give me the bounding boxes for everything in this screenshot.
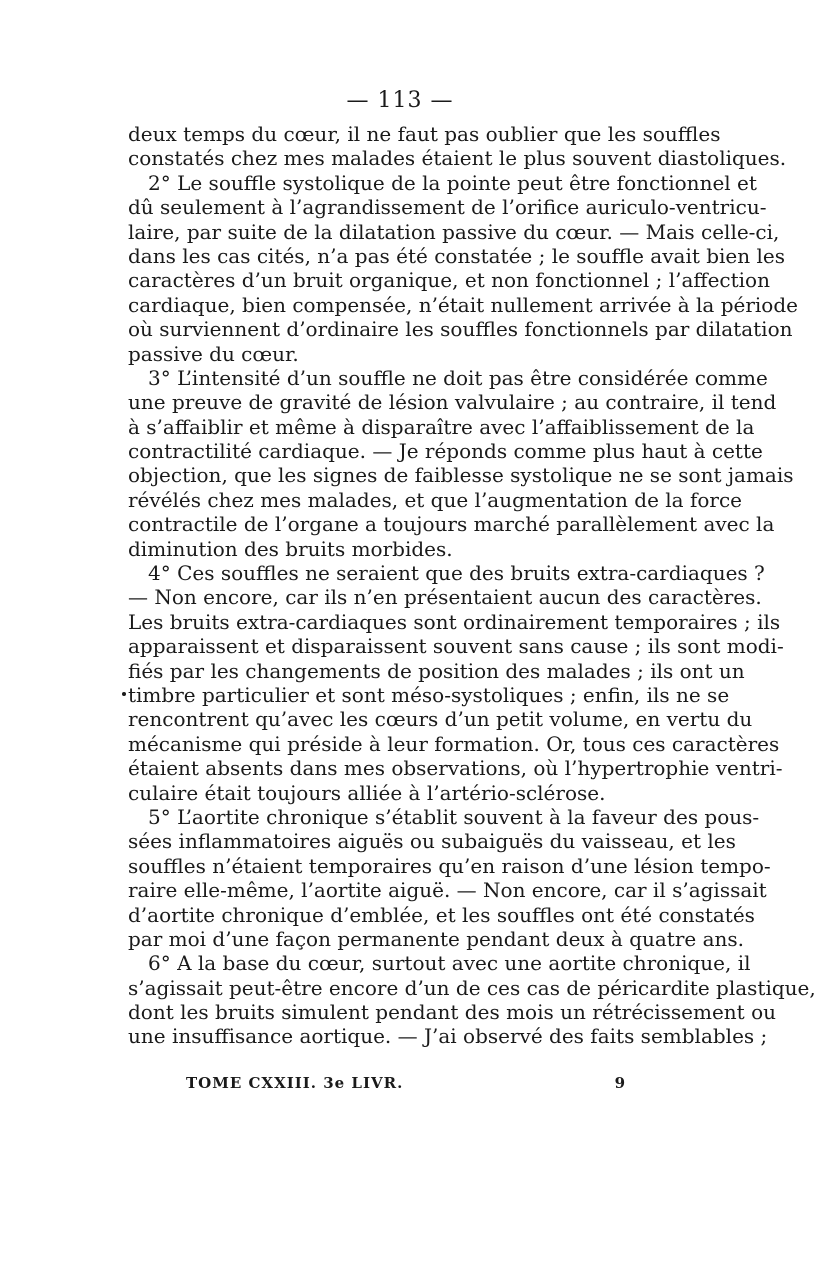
text-line: étaient absents dans mes observations, où l’hypertrophie ventri- xyxy=(128,756,783,781)
signature-number: 9 xyxy=(614,1074,626,1092)
text-line: objection, que les signes de faiblesse systolique ne se sont jamais xyxy=(128,463,794,488)
text-line: sées inflammatoires aiguës ou subaiguës du vaisseau, et les xyxy=(128,829,736,854)
text-line: cardiaque, bien compensée, n’était nullement arrivée à la période xyxy=(128,292,798,317)
text-line: fiés par les changements de position des malades ; ils ont un xyxy=(128,658,745,683)
text-line: dans les cas cités, n’a pas été constatée ; le souffle avait bien les xyxy=(128,243,786,268)
text-line: 2° Le souffle systolique de la pointe peut être fonctionnel et xyxy=(148,170,757,195)
text-line: laire, par suite de la dilatation passive du cœur. — Mais celle-ci, xyxy=(128,219,780,244)
text-line: par moi d’une façon permanente pendant deux à quatre ans. xyxy=(128,926,745,951)
text-line: — Non encore, car ils n’en présentaient aucun des caractères. xyxy=(128,585,762,610)
text-line: d’aortite chronique d’emblée, et les souffles ont été constatés xyxy=(128,902,755,927)
text-line: Les bruits extra-cardiaques sont ordinairement temporaires ; ils xyxy=(128,609,781,634)
text-line: raire elle-même, l’aortite aiguë. — Non encore, car il s’agissait xyxy=(128,878,767,903)
text-line: 4° Ces souffles ne seraient que des bruits extra-cardiaques ? xyxy=(148,561,765,586)
text-line: mécanisme qui préside à leur formation. Or, tous ces caractères xyxy=(128,731,780,756)
text-line: caractères d’un bruit organique, et non fonctionnel ; l’affection xyxy=(128,268,770,293)
text-line: dont les bruits simulent pendant des mois un rétrécissement ou xyxy=(128,1000,776,1025)
text-line: deux temps du cœur, il ne faut pas oublier que les souffles xyxy=(128,122,721,146)
text-line: contractilité cardiaque. — Je réponds comme plus haut à cette xyxy=(128,439,763,464)
text-line: 5° L’aortite chronique s’établit souvent à la faveur des pous- xyxy=(148,804,760,829)
text-line: passive du cœur. xyxy=(128,341,299,366)
text-line: constatés chez mes malades étaient le plus souvent diastoliques. xyxy=(128,146,787,171)
text-line: rencontrent qu’avec les cœurs d’un petit volume, en vertu du xyxy=(128,707,753,732)
page-footer xyxy=(186,1074,626,1092)
body-text xyxy=(128,122,816,1049)
text-line: souffles n’étaient temporaires qu’en raison d’une lésion tempo- xyxy=(128,853,771,878)
volume-label: TOME CXXIII. 3e LIVR. xyxy=(186,1074,404,1092)
text-line: une insuffisance aortique. — J’ai observé des faits semblables ; xyxy=(128,1024,768,1049)
text-line: révélés chez mes malades, et que l’augmentation de la force xyxy=(128,487,742,512)
margin-dot xyxy=(122,692,126,696)
text-line: culaire était toujours alliée à l’artério-sclérose. xyxy=(128,780,606,805)
text-line: dû seulement à l’agrandissement de l’orifice auriculo-ventricu- xyxy=(128,195,767,220)
text-line: 6° A la base du cœur, surtout avec une aortite chronique, il xyxy=(148,951,751,976)
text-line: une preuve de gravité de lésion valvulaire ; au contraire, il tend xyxy=(128,390,777,415)
text-line: contractile de l’organe a toujours marché parallèlement avec la xyxy=(128,512,775,537)
text-line: à s’affaiblir et même à disparaître avec l’affaiblissement de la xyxy=(128,414,755,439)
text-line: 3° L’intensité d’un souffle ne doit pas être considérée comme xyxy=(148,365,768,390)
text-line: apparaissent et disparaissent souvent sans cause ; ils sont modi- xyxy=(128,634,784,659)
text-line: où surviennent d’ordinaire les souffles fonctionnels par dilatation xyxy=(128,317,793,342)
text-line: s’agissait peut-être encore d’un de ces cas de péricardite plastique, xyxy=(128,975,816,1000)
page-number: — 113 — xyxy=(346,88,454,113)
text-line: diminution des bruits morbides. xyxy=(128,536,453,561)
text-line: timbre particulier et sont méso-systoliques ; enfin, ils ne se xyxy=(128,682,730,707)
